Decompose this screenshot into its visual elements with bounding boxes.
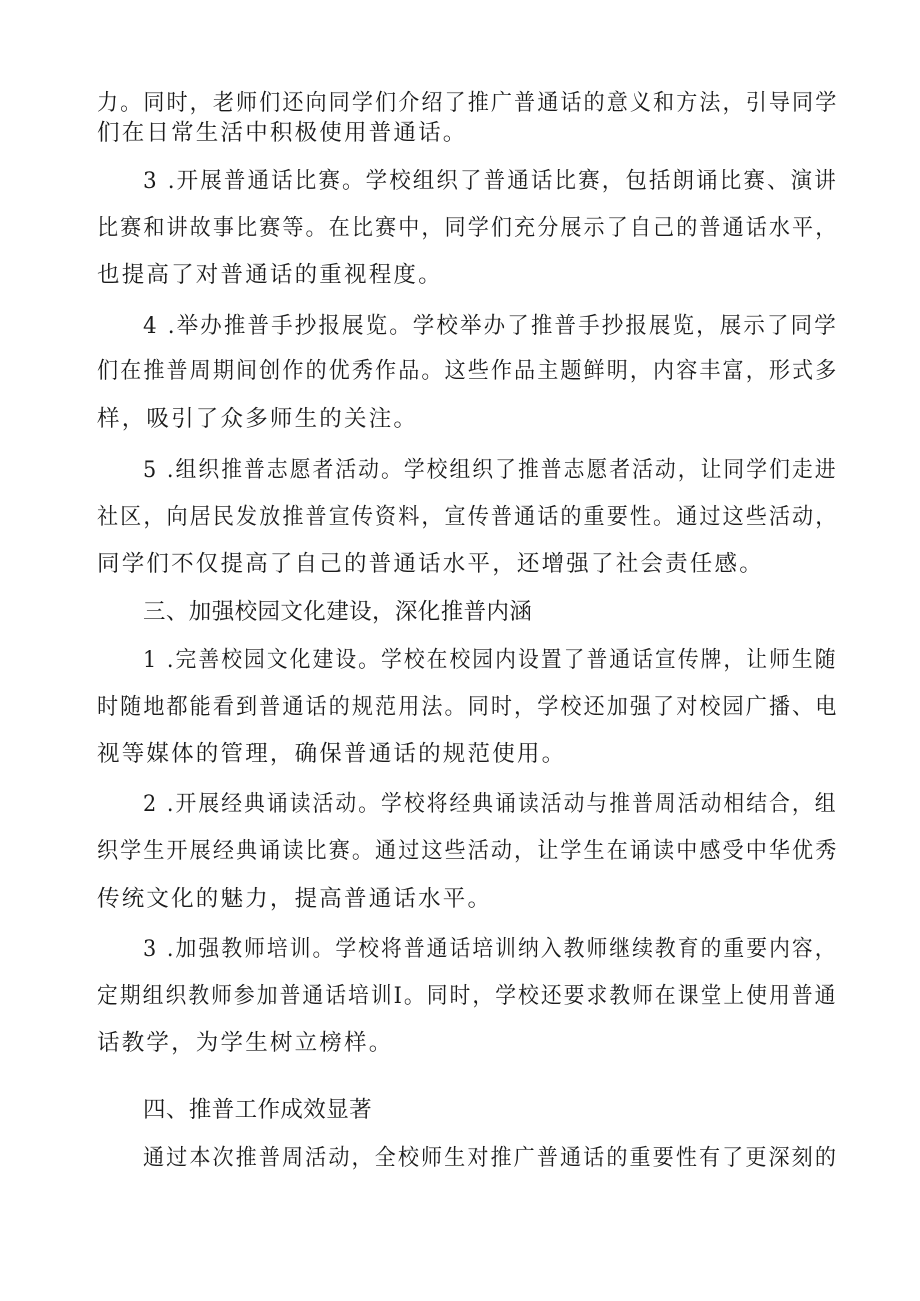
section-heading: 四、推普工作成效显著: [143, 1097, 373, 1123]
list-item-line: 3 .开展普通话比赛。学校组织了普通话比赛，包括朗诵比赛、演讲: [143, 168, 838, 194]
list-item-line: 同学们不仅提高了自己的普通话水平，还增强了社会责任感。: [97, 551, 764, 577]
paragraph-line: 们在日常生活中积极使用普通话。: [97, 120, 468, 146]
list-item-line: 话教学，为学生树立榜样。: [97, 1030, 394, 1056]
list-item-line: 3 .加强教师培训。学校将普通话培训纳入教师继续教育的重要内容，: [143, 936, 838, 962]
list-item-line: 样，吸引了众多师生的关注。: [97, 406, 419, 432]
list-item-line: 5 .组织推普志愿者活动。学校组织了推普志愿者活动，让同学们走进: [143, 457, 838, 483]
list-item-line: 4 .举办推普手抄报展览。学校举办了推普手抄报展览，展示了同学: [143, 313, 838, 339]
list-item-line: 社区，向居民发放推普宣传资料，宣传普通话的重要性。通过这些活动，: [97, 504, 839, 530]
section-heading: 三、加强校园文化建设，深化推普内涵: [143, 599, 533, 625]
list-item-line: 时随地都能看到普通话的规范用法。同时，学校还加强了对校园广播、电: [97, 694, 839, 720]
list-item-line: 视等媒体的管理，确保普通话的规范使用。: [97, 741, 567, 767]
list-item-line: 比赛和讲故事比赛等。在比赛中，同学们充分展示了自己的普通话水平，: [97, 215, 839, 241]
list-item-line: 们在推普周期间创作的优秀作品。这些作品主题鲜明，内容丰富，形式多: [97, 358, 839, 384]
list-item-line: 1 .完善校园文化建设。学校在校园内设置了普通话宣传牌，让师生随: [143, 647, 838, 673]
list-item-line: 也提高了对普通话的重视程度。: [97, 262, 443, 288]
list-item-line: 定期组织教师参加普通话培训I。同时，学校还要求教师在课堂上使用普通: [97, 983, 838, 1009]
list-item-line: 织学生开展经典诵读比赛。通过这些活动，让学生在诵读中感受中华优秀: [97, 838, 839, 864]
list-item-line: 传统文化的魅力，提高普通话水平。: [97, 886, 493, 912]
paragraph-line: 通过本次推普周活动，全校师生对推广普通话的重要性有了更深刻的: [143, 1145, 838, 1171]
paragraph-line: 力。同时，老师们还向同学们介绍了推广普通话的意义和方法，引导同学: [97, 90, 839, 116]
list-item-line: 2 .开展经典诵读活动。学校将经典诵读活动与推普周活动相结合，组: [143, 791, 838, 817]
